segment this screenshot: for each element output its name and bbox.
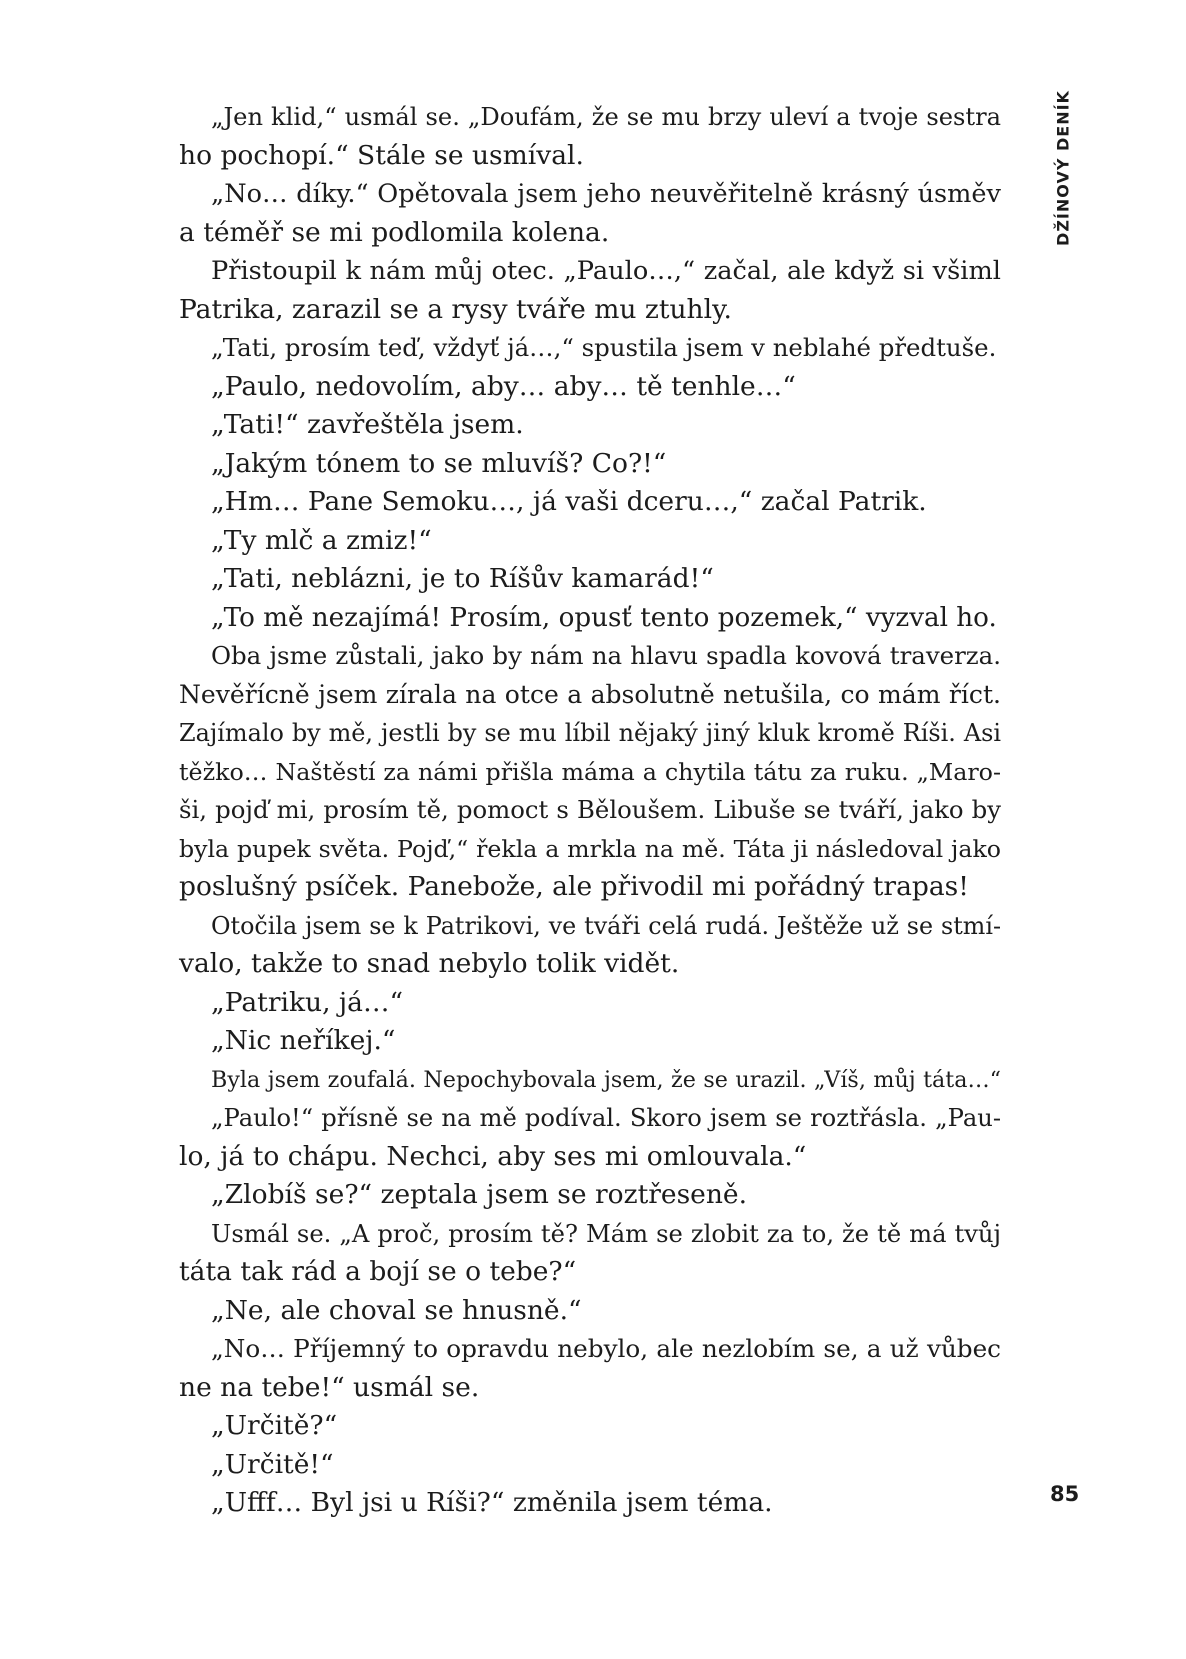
text-line: lo, já to chápu. Nechci, aby ses mi omlouvala.“ bbox=[179, 1140, 807, 1172]
page-number: 85 bbox=[1050, 1482, 1080, 1506]
text-line: „No… Příjemný to opravdu nebylo, ale nezlobím se, a už vůbec bbox=[211, 1334, 1001, 1363]
text-line: „No… díky.“ Opětovala jsem jeho neuvěřitelně krásný úsměv bbox=[211, 179, 1001, 209]
text-line: „Paulo!“ přísně se na mě podíval. Skoro jsem se roztřásla. „Pau- bbox=[211, 1104, 1001, 1132]
text-line: „Zlobíš se?“ zeptala jsem se roztřeseně. bbox=[211, 1179, 748, 1210]
text-line: Patrika, zarazil se a rysy tváře mu ztuhly. bbox=[179, 293, 732, 325]
text-line: Oba jsme zůstali, jako by nám na hlavu spadla kovová traverza. bbox=[211, 641, 1001, 670]
text-line: ne na tebe!“ usmál se. bbox=[179, 1371, 480, 1403]
text-line: Byla jsem zoufalá. Nepochybovala jsem, že se urazil. „Víš, můj táta…“ bbox=[211, 1066, 1001, 1093]
text-line: „Tati!“ zavřeštěla jsem. bbox=[211, 409, 524, 440]
text-line: „Nic neříkej.“ bbox=[211, 1025, 396, 1056]
text-line: táta tak rád a bojí se o tebe?“ bbox=[179, 1256, 577, 1287]
text-line: ši, pojď mi, prosím tě, pomoct s Běloušem. Libuše se tváří, jako by bbox=[179, 795, 1001, 824]
text-line: „Ne, ale choval se hnusně.“ bbox=[211, 1294, 582, 1326]
text-line: Usmál se. „A proč, prosím tě? Mám se zlobit za to, že tě má tvůj bbox=[211, 1219, 1001, 1248]
running-head bbox=[1048, 90, 1078, 246]
text-line: „Tati, prosím teď, vždyť já…,“ spustila jsem v neblahé předtuše. bbox=[211, 333, 997, 362]
text-line: Zajímalo by mě, jestli by se mu líbil nějaký jiný kluk kromě Ríši. Asi bbox=[179, 719, 1001, 747]
text-line: poslušný psíček. Panebože, ale přivodil mi pořádný trapas! bbox=[179, 871, 969, 902]
body-text bbox=[179, 98, 1001, 1523]
text-line: ho pochopí.“ Stále se usmíval. bbox=[179, 139, 584, 171]
text-line: „Ty mlč a zmiz!“ bbox=[211, 524, 432, 556]
text-line: těžko… Naštěstí za námi přišla máma a chytila tátu za ruku. „Maro- bbox=[179, 757, 1001, 786]
text-line: „Ufff… Byl jsi u Ríši?“ změnila jsem téma. bbox=[211, 1487, 773, 1518]
text-line: a téměř se mi podlomila kolena. bbox=[179, 216, 610, 248]
text-line: „Tati, neblázni, je to Ríšův kamarád!“ bbox=[211, 563, 714, 594]
text-line: byla pupek světa. Pojď,“ řekla a mrkla na mě. Táta ji následoval jako bbox=[179, 834, 1001, 863]
text-line: „Určitě!“ bbox=[211, 1448, 334, 1480]
text-line: „Jakým tónem to se mluvíš? Co?!“ bbox=[211, 447, 667, 479]
text-line: Otočila jsem se k Patrikovi, ve tváři celá rudá. Ještěže už se stmí- bbox=[211, 911, 1001, 940]
text-line: „Jen klid,“ usmál se. „Doufám, že se mu brzy uleví a tvoje sestra bbox=[211, 103, 1001, 131]
text-line: „Paulo, nedovolím, aby… aby… tě tenhle…“ bbox=[211, 370, 796, 402]
text-line: „Hm… Pane Semoku…, já vaši dceru…,“ začal Patrik. bbox=[211, 486, 927, 517]
text-line: Nevěřícně jsem zírala na otce a absolutně netušila, co mám říct. bbox=[179, 679, 1001, 709]
text-line: „Patriku, já…“ bbox=[211, 986, 403, 1018]
text-line: valo, takže to snad nebylo tolik vidět. bbox=[179, 948, 680, 979]
running-head-text: DŽÍNOVÝ DENÍK bbox=[1053, 90, 1073, 246]
text-line: „To mě nezajímá! Prosím, opusť tento pozemek,“ vyzval ho. bbox=[211, 602, 997, 633]
text-line: Přistoupil k nám můj otec. „Paulo…,“ začal, ale když si všiml bbox=[211, 256, 1001, 286]
text-line: „Určitě?“ bbox=[211, 1410, 338, 1441]
